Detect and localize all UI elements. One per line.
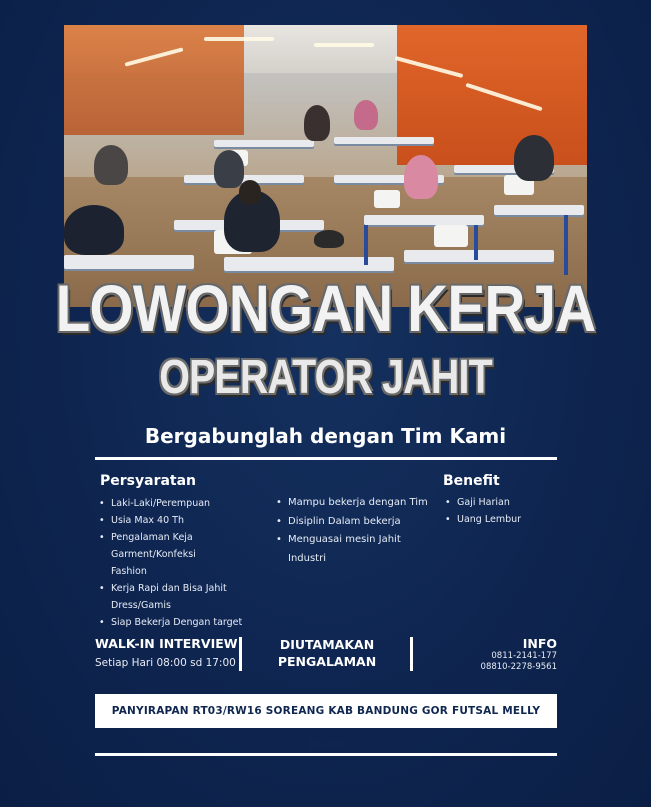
- tagline: Bergabunglah dengan Tim Kami: [144, 424, 507, 448]
- list-item: • Gaji Harian: [445, 494, 555, 511]
- divider-bottom: [95, 753, 557, 756]
- list-item: • Usia Max 40 Th: [99, 512, 279, 529]
- list-item: • Siap Bekerja Dengan target: [99, 614, 279, 631]
- list-item-text: Industri: [288, 552, 326, 564]
- priority-line1: DIUTAMAKAN: [279, 637, 375, 652]
- list-item-text: Fashion: [111, 566, 147, 577]
- phone-number-1: 0811-2141-177: [491, 651, 557, 661]
- divider-vertical-right: [410, 637, 413, 671]
- requirements-list-right: [276, 494, 436, 568]
- list-item: • Menguasai mesin Jahit: [276, 531, 436, 550]
- divider-top: [95, 457, 557, 460]
- job-position: OPERATOR JAHIT: [159, 351, 492, 404]
- address-box: PANYIRAPAN RT03/RW16 SOREANG KAB BANDUNG GOR FUTSAL MELLY FAJAR: [95, 694, 557, 728]
- list-item: • Kerja Rapi dan Bisa Jahit Dress/Gamis: [99, 580, 279, 614]
- list-item: • Pengalaman Keja Garment/Konfeksi: [99, 529, 279, 563]
- headline-title: LOWONGAN KERJA: [55, 271, 596, 345]
- list-item: • Mampu bekerja dengan Tim: [276, 494, 436, 513]
- factory-photo: [64, 25, 587, 307]
- list-item: • Laki-Laki/Perempuan: [99, 495, 279, 512]
- benefit-heading: Benefit: [443, 473, 500, 489]
- list-item-continuation: [276, 550, 436, 569]
- info-heading: INFO: [522, 636, 557, 651]
- list-item: • Uang Lembur: [445, 511, 555, 528]
- requirements-heading: Persyaratan: [100, 473, 197, 489]
- benefit-list: [445, 494, 555, 528]
- divider-vertical-left: [239, 637, 242, 671]
- list-item-continuation: [99, 563, 279, 580]
- phone-number-2: 08810-2278-9561: [480, 662, 557, 672]
- requirements-list-left: [99, 495, 279, 631]
- interview-heading: WALK-IN INTERVIEW: [95, 636, 238, 651]
- priority-line2: PENGALAMAN: [277, 654, 377, 669]
- interview-schedule: Setiap Hari 08:00 sd 17:00: [95, 657, 236, 669]
- list-item: • Disiplin Dalam bekerja: [276, 513, 436, 532]
